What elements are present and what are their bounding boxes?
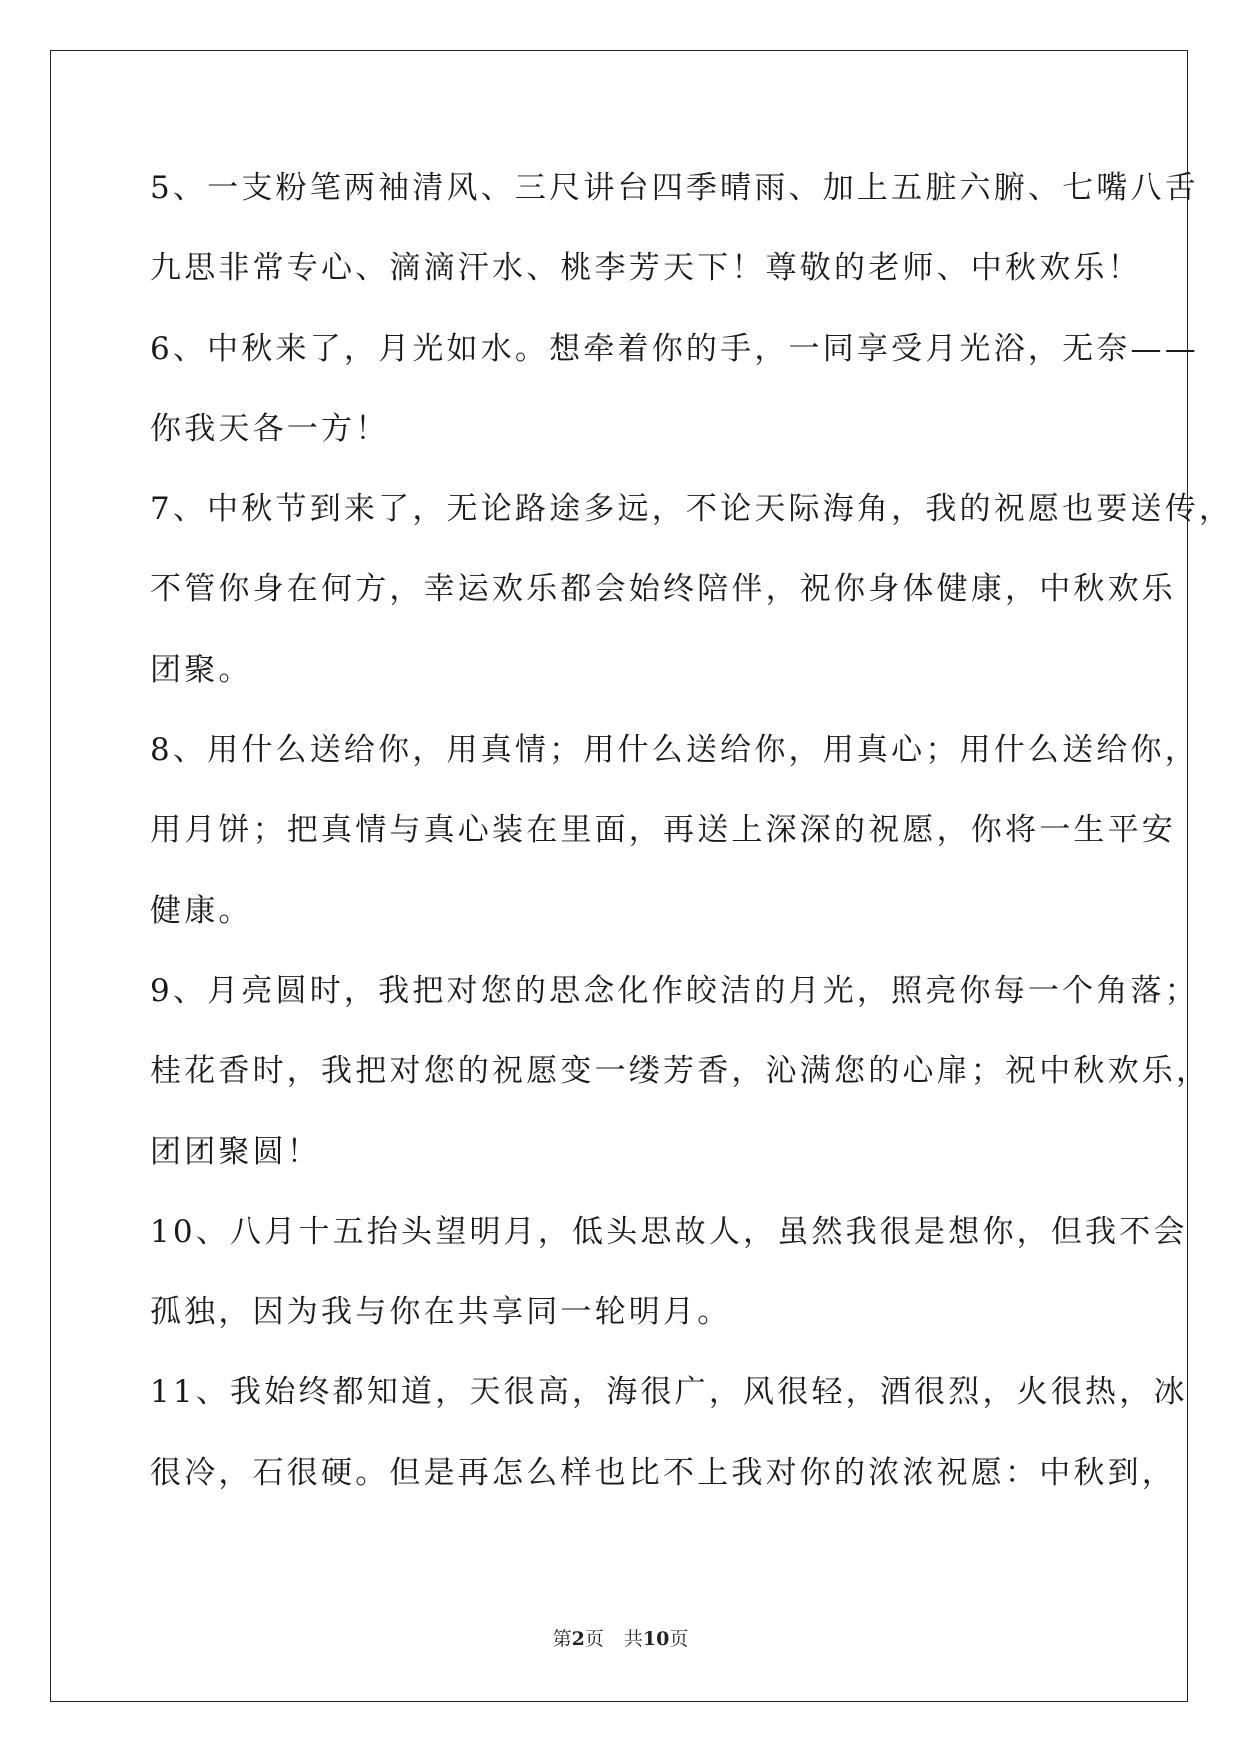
text-line: 5、一支粉笔两袖清风、三尺讲台四季晴雨、加上五脏六腑、七嘴八舌 <box>150 170 1199 206</box>
document-body <box>150 163 1234 1528</box>
text-line: 九思非常专心、滴滴汗水、桃李芳天下！尊敬的老师、中秋欢乐！ <box>150 250 1142 287</box>
text-line: 团团聚圆！ <box>150 1133 321 1170</box>
page-footer <box>0 1627 1241 1651</box>
text-line: 桂花香时，我把对您的祝愿变一缕芳香，沁满您的心扉；祝中秋欢乐， <box>150 1053 1211 1090</box>
text-line: 11、我始终都知道，天很高，海很广，风很轻，酒很烈，火很热，冰 <box>150 1374 1188 1411</box>
text-line: 9、月亮圆时，我把对您的思念化作皎洁的月光，照亮你每一个角落； <box>150 972 1199 1009</box>
text-line: 8、用什么送给你，用真情；用什么送给你，用真心；用什么送给你， <box>150 732 1199 769</box>
text-line: 不管你身在何方，幸运欢乐都会始终陪伴，祝你身体健康，中秋欢乐 <box>150 571 1176 608</box>
text-line: 你我天各一方！ <box>150 410 390 447</box>
text-line: 10、八月十五抬头望明月，低头思故人，虽然我很是想你，但我不会 <box>150 1213 1188 1250</box>
text-line: 7、中秋节到来了，无论路途多远，不论天际海角，我的祝愿也要送传， <box>150 491 1234 528</box>
text-line: 用月饼；把真情与真心装在里面，再送上深深的祝愿，你将一生平安 <box>150 812 1176 849</box>
text-line: 健康。 <box>150 892 253 929</box>
text-line: 团聚。 <box>150 651 253 688</box>
text-line: 很冷，石很硬。但是再怎么样也比不上我对你的浓浓祝愿：中秋到， <box>150 1454 1176 1491</box>
text-line: 孤独，因为我与你在共享同一轮明月。 <box>150 1294 732 1331</box>
page-number-label: 第2页 <box>552 1628 604 1650</box>
total-pages-label: 共10页 <box>623 1628 689 1650</box>
text-line: 6、中秋来了，月光如水。想牵着你的手，一同享受月光浴，无奈—— <box>150 330 1199 367</box>
